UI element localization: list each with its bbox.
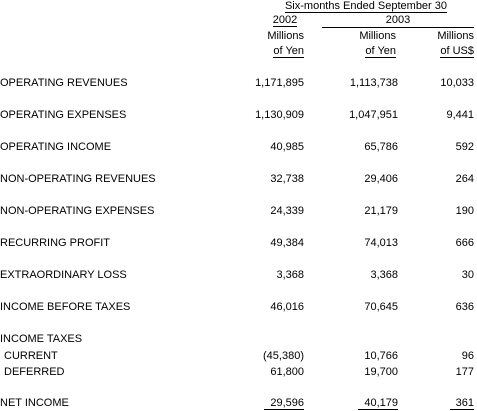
units-col3-line2-text: of US$ xyxy=(440,45,474,57)
row-label: OPERATING EXPENSES xyxy=(0,109,127,121)
row-label: NON-OPERATING REVENUES xyxy=(0,173,156,185)
value-2002: 40,985 xyxy=(270,141,304,153)
value-2003-yen: 10,766 xyxy=(364,350,398,362)
units-col2-line2 xyxy=(334,45,396,58)
value-2003-usd: 96 xyxy=(461,350,474,362)
value-2002: 61,800 xyxy=(270,366,304,378)
value-2002: 46,016 xyxy=(270,301,304,313)
year-2003-header-line xyxy=(322,14,474,28)
row-label: CURRENT xyxy=(4,350,58,362)
row-label: INCOME BEFORE TAXES xyxy=(0,301,131,313)
value-2003-usd: 10,033 xyxy=(440,77,474,89)
row-label: NET INCOME xyxy=(0,397,69,409)
value-2003-usd: 361 xyxy=(450,397,474,410)
value-2003-usd: 592 xyxy=(455,141,474,153)
year-2002-text: 2002 xyxy=(272,14,298,26)
units-col1-line2 xyxy=(240,45,304,58)
value-2002: 1,171,895 xyxy=(255,77,304,89)
row-label: OPERATING INCOME xyxy=(0,141,112,153)
value-2002: (45,380) xyxy=(263,350,304,362)
value-2003-yen: 40,179 xyxy=(358,397,398,410)
value-2003-usd: 177 xyxy=(455,366,474,378)
units-col3-line2 xyxy=(420,45,474,58)
value-2003-yen: 74,013 xyxy=(364,237,398,249)
value-2003-yen: 21,179 xyxy=(364,205,398,217)
period-header-text: Six-months Ended September 30 xyxy=(284,0,448,12)
value-2003-yen: 1,047,951 xyxy=(349,109,398,121)
units-col2-line1: Millions xyxy=(359,30,396,42)
value-2002: 24,339 xyxy=(270,205,304,217)
value-2002: 29,596 xyxy=(264,397,304,410)
value-2002: 3,368 xyxy=(276,269,304,281)
year-2002-header xyxy=(262,14,308,27)
year-2003-text: 2003 xyxy=(385,14,411,26)
value-2003-usd: 666 xyxy=(455,237,474,249)
period-header xyxy=(258,0,474,13)
units-col3-line1: Millions xyxy=(437,30,474,42)
units-col1-line1: Millions xyxy=(267,30,304,42)
row-label: EXTRAORDINARY LOSS xyxy=(0,269,127,281)
row-label: RECURRING PROFIT xyxy=(0,237,110,249)
row-label: NON-OPERATING EXPENSES xyxy=(0,205,155,217)
row-label: DEFERRED xyxy=(4,366,65,378)
row-label: OPERATING REVENUES xyxy=(0,77,128,89)
value-2003-yen: 3,368 xyxy=(370,269,398,281)
value-2003-yen: 19,700 xyxy=(364,366,398,378)
value-2003-yen: 65,786 xyxy=(364,141,398,153)
value-2002: 49,384 xyxy=(270,237,304,249)
value-2003-usd: 30 xyxy=(461,269,474,281)
value-2003-usd: 636 xyxy=(455,301,474,313)
value-2003-usd: 9,441 xyxy=(446,109,474,121)
income-taxes-label: INCOME TAXES xyxy=(0,333,83,345)
value-2003-usd: 190 xyxy=(455,205,474,217)
value-2002: 1,130,909 xyxy=(255,109,304,121)
units-col1-line2-text: of Yen xyxy=(273,45,304,57)
value-2003-usd: 264 xyxy=(455,173,474,185)
value-2003-yen: 1,113,738 xyxy=(349,77,398,89)
value-2002: 32,738 xyxy=(270,173,304,185)
value-2003-yen: 29,406 xyxy=(364,173,398,185)
value-2003-yen: 70,645 xyxy=(364,301,398,313)
units-col2-line2-text: of Yen xyxy=(365,45,396,57)
